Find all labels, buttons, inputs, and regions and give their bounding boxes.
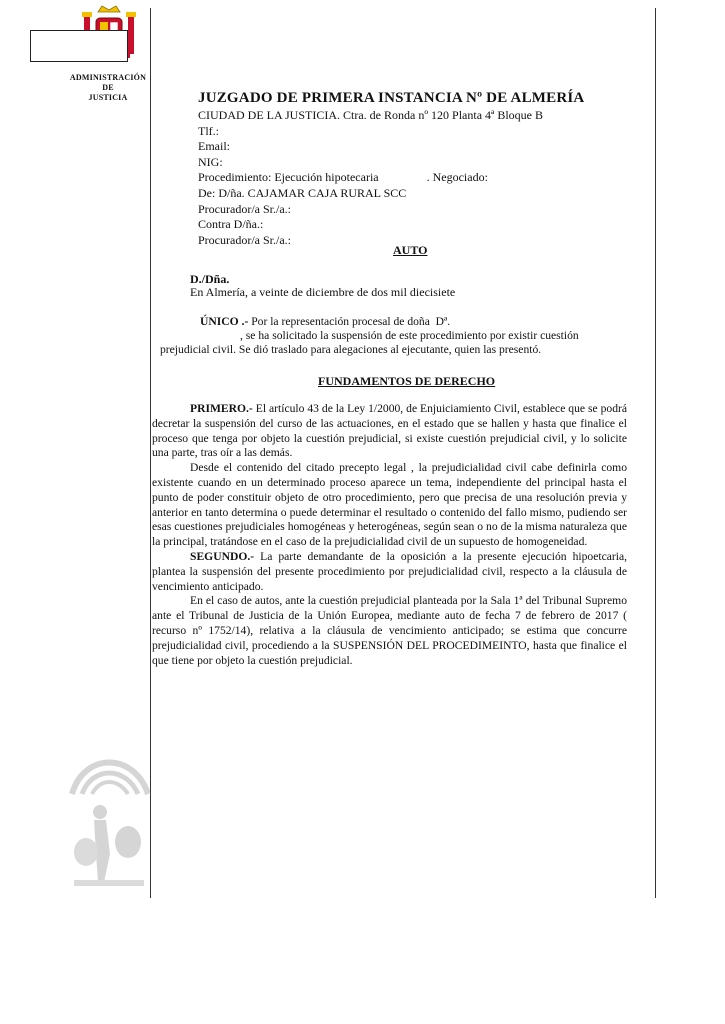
phone-label: Tlf.: [198, 123, 219, 138]
segundo-label: SEGUNDO.- [190, 549, 255, 563]
procedure-line [198, 170, 618, 186]
admin-line-2: DE [102, 83, 114, 92]
segundo-paragraph [152, 550, 627, 594]
administration-label [58, 73, 158, 103]
resolution-paragraph: En el caso de autos, ante la cuestión prejudicial planteada por la Sala 1ª del Tribunal Supremo ante el Tribunal de Justicia de la Unión Europea, mediante auto de fecha 7 de febrero de 2017 ( recurso nº 1752/14), relativa a la cláusula de vencimiento anticipado; se estima que concurre prejudicialidad civil, procediendo a la SUSPENSIÓN DEL PROCEDIMEINTO, hasta que finalice el que tiene por objeto la cuestión prejudicial. [152, 594, 627, 667]
court-address: CIUDAD DE LA JUSTICIA. Ctra. de Ronda nº 120 Planta 4ª Bloque B [198, 108, 544, 122]
primero-label: PRIMERO.- [190, 402, 253, 415]
fundamentos-heading: FUNDAMENTOS DE DERECHO [318, 374, 496, 388]
unico-text-1: Por la representación procesal de doña Dª. [248, 315, 451, 328]
primero-paragraph [152, 402, 627, 461]
prejudicialidad-paragraph: Desde el contenido del citado precepto legal , la prejudicialidad civil cabe definirla como existente cuando en un determinado proceso aparece un tema, independiente del principal hasta el punto de poder constituir objeto de otro procedimiento, pero que precisa de una resolución previa y anterior en tanto determina o puede determinar el resultado o contenido del fallo mismo, pudiendo ser esas cuestiones prejudiciales homogéneas y heterogéneas, según sean o no de la misma naturaleza que la principal, tratándose en el caso de la prejudicialidad civil de un supuesto de homogeneidad. [152, 461, 627, 549]
auto-heading: AUTO [393, 243, 428, 257]
email-label: Email: [198, 139, 230, 154]
redaction-box [30, 30, 128, 62]
unico-line-3: prejudicial civil. Se dió traslado para alegaciones al ejecutante, quien las presentó. [160, 343, 542, 356]
fundamentos-body [152, 402, 627, 668]
admin-line-3: JUSTICIA [88, 93, 128, 102]
court-header-details [198, 108, 618, 248]
negociado-label: . Negociado: [426, 170, 488, 185]
right-margin-rule [655, 8, 656, 898]
segundo-text: La parte demandante de la oposición a la presente ejecución hipoetcaria, plantea la suspensión del presente procedimiento por prejudicialidad civil, respecto a la cláusula de vencimiento anticipado. [152, 549, 627, 593]
date-line: En Almería, a veinte de diciembre de dos mil diecisiete [190, 285, 456, 299]
nig-label: NIG: [198, 154, 223, 169]
unico-line-1 [160, 315, 630, 329]
court-title: JUZGADO DE PRIMERA INSTANCIA Nº DE ALMERÍA [198, 90, 585, 106]
procurador-label-1: Procurador/a Sr./a.: [198, 201, 291, 216]
unico-paragraph [160, 315, 630, 357]
unico-label: ÚNICO .- [200, 315, 249, 328]
procurador-label-2: Procurador/a Sr./a.: [198, 232, 291, 247]
primero-text: El artículo 43 de la Ley 1/2000, de Enjuiciamiento Civil, establece que se podrá decretar la suspensión del curso de las actuaciones, en el estado que se hallen y hasta que finalice el proceso que tenga por objeto la cuestión prejudicial, si existe cuestión prejudicial civil, y lo solicite una parte, tras oír a las demás. [152, 402, 627, 460]
from-party: De: D/ña. CAJAMAR CAJA RURAL SCC [198, 185, 407, 200]
admin-line-1: ADMINISTRACIÓN [69, 73, 147, 82]
unico-line-2: , se ha solicitado la suspensión de este procedimiento por existir cuestión [240, 329, 579, 342]
junta-andalucia-watermark-icon [64, 742, 154, 892]
judge-title: D./Dña. [190, 272, 230, 286]
against-party: Contra D/ña.: [198, 217, 264, 232]
procedure-type: Procedimiento: Ejecución hipotecaria [198, 170, 379, 185]
